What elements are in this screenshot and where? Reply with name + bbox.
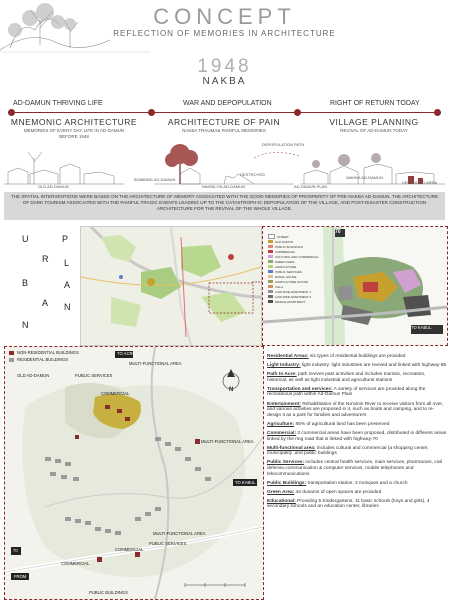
regional-map xyxy=(80,226,262,346)
program-descriptions xyxy=(267,354,447,513)
map-label: PUBLIC BUILDINGS xyxy=(89,590,128,595)
timeline-label-return: RIGHT OF RETURN TODAY xyxy=(330,100,420,107)
map-legend-label: RESIDENTIAL BUILDINGS xyxy=(17,357,69,362)
master-plan-drawing xyxy=(5,347,263,599)
map-legend-label: NON-RESIDENTIAL BUILDINGS xyxy=(17,350,79,355)
timeline-label-war: WAR AND DEPOPULATION xyxy=(183,100,272,107)
sketch-caption: WAHKA AD-DAMUN xyxy=(346,175,383,180)
heading-letter: B xyxy=(22,278,30,288)
legend-swatch xyxy=(268,265,273,268)
legend-swatch xyxy=(268,295,273,298)
page-subtitle: REFLECTION OF MEMORIES IN ARCHITECTURE xyxy=(113,29,336,38)
zoning-legend xyxy=(268,234,328,304)
map-label: PUBLIC SERVICES xyxy=(75,373,113,378)
description-item: Public Buildings: transportation station, 3 mosques and a church xyxy=(267,480,408,486)
legend-swatch xyxy=(268,275,273,278)
map-road-number: 70 xyxy=(13,548,18,553)
legend-swatch xyxy=(268,234,275,239)
description-item: Multi-functional area: includes cultural and commercial (a shopping center, municipality ,and public buildings xyxy=(267,445,429,457)
legend-swatch xyxy=(268,255,273,258)
timeline-label-thriving: AD-DAMUN THRIVING LIFE xyxy=(13,100,103,107)
description-item: Green Area: 44 dunams of open spaces are provided xyxy=(267,489,382,495)
master-plan-map xyxy=(4,346,264,600)
legend-swatch xyxy=(268,250,273,253)
timeline-line xyxy=(8,112,441,113)
page-title: CONCEPT xyxy=(153,4,296,29)
legend-item: GREEN AREA xyxy=(268,259,328,264)
legend-item: AGRICULTURE HOUSE xyxy=(268,279,328,284)
map-label: OLD AD-DAMUN xyxy=(17,373,50,378)
phase-subheading: NAKBA TRAUMA& PAINFUL MEMORIES xyxy=(182,128,266,133)
legend-swatch xyxy=(268,290,273,293)
sketch-caption: DEPOPULATION PATH xyxy=(262,142,305,147)
description-item: Transportation and services: A variety of services are provided along the recreational path within Ad-Damun Plain xyxy=(267,386,426,398)
phase-village-planning xyxy=(304,117,444,133)
legend-item: COMMERCIAL xyxy=(268,249,328,254)
phase-heading: VILLAGE PLANNING xyxy=(329,117,419,127)
map-label: COMMERCIAL xyxy=(115,547,144,552)
heading-letter: L xyxy=(64,258,71,268)
heading-letter: P xyxy=(62,234,70,244)
legend-item: PUBLIC BUILDINGS xyxy=(268,244,328,249)
to-kabul-label: TO KABUL xyxy=(411,325,432,330)
description-item: Public Services: includes central health services, main services, pharmacies, civil defense,communication & computer services, mobile telephones and telecommunications xyxy=(267,460,443,477)
map-label: MULTI-FUNCTIONAL AREA xyxy=(201,439,254,444)
intro-paragraph: THE SPATIAL INTERVENTIONS WERE BASED ON THE ARCHITECTURE OF MEMORY ASSOCIATED WITH THE GOOD MEMORIES OF PROSPERITY OF PRE-NAKBA AD-DAMUN. THE ARCHITECTURE OF DARK TOURISM ASSOCIATED WITH THE PAINFUL TRAGIC EVENTS LEADING UP TO THE CATASTROPH-IC DEPOPULATION OF THE VILLAGE, AND POST-DISASTER CONSTRUCTION ARCHITECTURE FOR THE REVIVAL OF THE WHOLE VILLAGE. xyxy=(4,192,445,220)
legend-swatch xyxy=(268,240,273,243)
phase-heading: MNEMONIC ARCHITECTURE xyxy=(10,117,138,127)
timeline-dot xyxy=(148,109,155,116)
legend-item: STREET xyxy=(268,234,328,239)
legend-item: AGRICULTURE xyxy=(268,264,328,269)
legend-item: VILLA xyxy=(268,284,328,289)
timeline-dot xyxy=(294,109,301,116)
map-label: PUBLIC SERVICES xyxy=(149,541,187,546)
regional-map-drawing xyxy=(81,227,261,345)
description-item: Light Industry: light industry: light industries are revived and linked with highway-85 xyxy=(267,363,447,369)
legend-item: LOW-RISE APARTMENT 1 xyxy=(268,289,328,294)
sketch-caption: URBANIZED AREA xyxy=(402,180,437,185)
legend-swatch xyxy=(268,300,273,303)
event-label: NAKBA xyxy=(202,76,247,87)
year-label: 1948 xyxy=(197,56,252,77)
legend-item: LOW-RISE APARTMENT 2 xyxy=(268,294,328,299)
legend-swatch xyxy=(268,285,273,288)
phase-mnemonic xyxy=(4,117,144,139)
timeline-dot xyxy=(8,109,15,116)
sketch-caption: BOMBING AD-DAMUN xyxy=(134,177,176,182)
sketch-caption: AD-DAMUN PLAN xyxy=(294,184,328,189)
legend-item: OLD DAMUN xyxy=(268,239,328,244)
map-label: TO KABUL xyxy=(235,480,256,485)
legend-item: RURAL HOUSE xyxy=(268,274,328,279)
legend-swatch xyxy=(268,270,273,273)
map-label: TO ACRE xyxy=(117,351,136,356)
map-label: MULTI-FUNCTIONAL AREA xyxy=(153,531,206,536)
description-item: Residential Areas: six types of residential buildings are provided xyxy=(267,354,406,359)
legend-swatch xyxy=(268,245,273,248)
map-label: COMMERCIAL xyxy=(61,561,90,566)
heading-letter: N xyxy=(64,302,72,312)
sketch-caption: NAKBA ON AD-DAMUN xyxy=(202,184,245,189)
description-item: Educational: Providing 5 Kindergartens, 11 basic schools (boys and girls), 4 secondary schools and an education center, libraries xyxy=(267,498,430,510)
road-number-label: 70 xyxy=(335,229,341,235)
phase-pain xyxy=(154,117,294,133)
phase-subheading-2: BEFORE 1948 xyxy=(59,134,89,139)
map-label: FROM xyxy=(14,574,27,579)
phase-heading: ARCHITECTURE OF PAIN xyxy=(167,117,281,127)
legend-swatch xyxy=(268,260,273,263)
heading-letter: R xyxy=(42,254,50,264)
legend-swatch xyxy=(268,280,273,283)
north-label: N xyxy=(229,387,234,393)
phase-subheading: REVIVAL OF AD-DAMUN TODAY xyxy=(340,128,408,133)
description-item: Commercial: 3 commercial areas have been proposed, distributed in different areas linked by the ring road that is linked with highway-70 xyxy=(267,430,447,442)
heading-letter: A xyxy=(42,298,50,308)
legend-item: MIDDLE APARTMENT xyxy=(268,299,328,304)
description-item: Agriculture: 85% of agricultural land has been preserved xyxy=(267,421,390,427)
description-item: Path to Acre: path revives past activities and includes touristic, recreation, historical, as well as light industrial and agricultural stations xyxy=(267,372,426,383)
map-label: MULTI-FUNCTIONAL AREA xyxy=(129,361,182,366)
legend-item: PUBLIC SERVICES xyxy=(268,269,328,274)
urban-plan-heading xyxy=(14,228,84,338)
description-item: Entertainment: Rehabilitation of the Na'amin River to receive visitors from all over, and various activities are proposed in it, such as boats and camping, and to re-design it as a park for families and adventurers xyxy=(267,401,444,418)
heading-letter: N xyxy=(22,320,30,330)
timeline-dot xyxy=(434,109,441,116)
map-label: COMMERCIAL xyxy=(101,391,130,396)
phase-subheading: MEMORIES OF EVERY DAY LIFE IN AD-DAMUN xyxy=(23,128,125,133)
heading-letter: A xyxy=(64,280,72,290)
tree-sketch-illustration xyxy=(0,0,150,58)
sketch-caption: DESTROYED xyxy=(240,172,265,177)
sketch-caption: OLD AD-DAMUN xyxy=(38,184,69,189)
legend-item: CULTURAL AND COMMERCIAL xyxy=(268,254,328,259)
heading-letter: U xyxy=(22,234,30,244)
